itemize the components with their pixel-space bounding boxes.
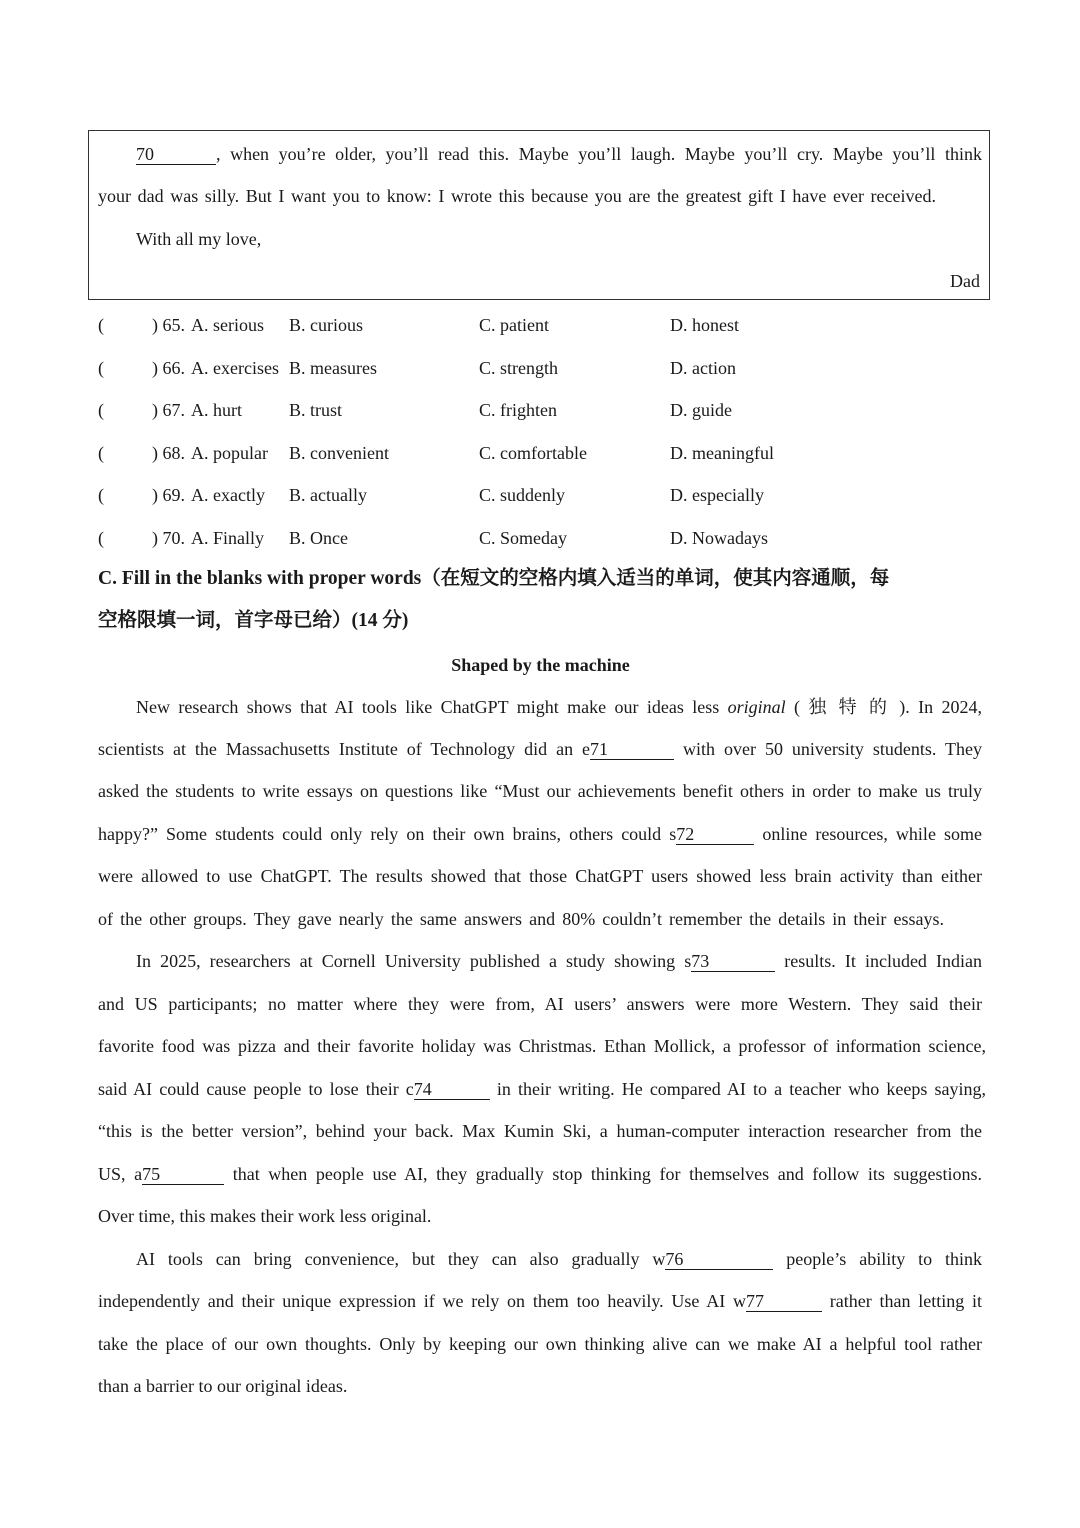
option-d: D. action xyxy=(670,357,736,378)
question-number: ) 69. xyxy=(152,485,185,505)
section-c-title: C. Fill in the blanks with proper words（在短文的空格内填入适当的单词，使其内容通顺，每 xyxy=(98,568,890,589)
blank-70: 70 xyxy=(136,145,216,165)
option-d: D. guide xyxy=(670,400,732,420)
question-row xyxy=(98,527,983,549)
option-a: A. Finally xyxy=(191,527,265,548)
option-c: C. comfortable xyxy=(479,442,587,463)
p2-line-3: favorite food was pizza and their favorite holiday was Christmas. Ethan Mollick, a professor of information science, xyxy=(98,1036,986,1056)
passage-title: Shaped by the machine xyxy=(451,655,630,675)
p2-line-6: US, a75 that when people use AI, they gradually stop thinking for themselves and follow its suggestions. xyxy=(98,1164,982,1184)
question-number: ) 66. xyxy=(152,357,185,378)
blank-76: 76 xyxy=(665,1250,773,1270)
question-row xyxy=(98,484,983,506)
option-b: B. Once xyxy=(289,527,348,548)
option-a: A. exactly xyxy=(191,485,265,505)
letter-line-2: your dad was silly. But I want you to know: I wrote this because you are the greatest gift I have ever received. xyxy=(98,186,936,206)
answer-paren: ( xyxy=(98,485,104,505)
option-c: C. suddenly xyxy=(479,485,566,505)
option-d: D. honest xyxy=(670,315,739,335)
answer-paren: ( xyxy=(98,442,104,463)
p3-line-3: take the place of our own thoughts. Only by keeping our own thinking alive can we make AI a helpful tool rather xyxy=(98,1334,982,1354)
p2-line-2: and US participants; no matter where they were from, AI users’ answers were more Western. They said their xyxy=(98,994,982,1014)
p1-line-3: asked the students to write essays on questions like “Must our achievements benefit others in order to make us truly xyxy=(98,781,982,801)
answer-paren: ( xyxy=(98,527,104,548)
option-c: C. Someday xyxy=(479,527,567,548)
p2-line-1: In 2025, researchers at Cornell University published a study showing s73 results. It included Indian xyxy=(136,951,982,971)
p3-line-2: independently and their unique expression if we rely on them too heavily. Use AI w77 rather than letting it xyxy=(98,1291,983,1311)
p2-line-4: said AI could cause people to lose their c74 in their writing. He compared AI to a teacher who keeps saying, xyxy=(98,1079,986,1099)
option-b: B. actually xyxy=(289,485,367,505)
question-row xyxy=(98,399,983,421)
p1-line-1: New research shows that AI tools like ChatGPT might make our ideas less original ( 独 特 的 ). In 2024, xyxy=(136,697,983,717)
option-a: A. popular xyxy=(191,442,268,463)
p1-line-4: happy?” Some students could only rely on their own brains, others could s72 online resources, while some xyxy=(98,824,982,844)
letter-signature: Dad xyxy=(950,271,980,291)
p1-line-6: of the other groups. They gave nearly the same answers and 80% couldn’t remember the details in their essays. xyxy=(98,909,944,929)
blank-72: 72 xyxy=(676,825,754,845)
option-d: D. especially xyxy=(670,485,764,505)
question-number: ) 68. xyxy=(152,442,185,463)
p2-line-5: “this is the better version”, behind your back. Max Kumin Ski, a human-computer interaction researcher from the xyxy=(98,1121,982,1141)
blank-77: 77 xyxy=(746,1292,822,1312)
blank-73: 73 xyxy=(691,952,775,972)
option-b: B. measures xyxy=(289,357,377,378)
p3-line-1: AI tools can bring convenience, but they can also gradually w76 people’s ability to think xyxy=(136,1249,983,1269)
question-row xyxy=(98,357,983,379)
question-number: ) 67. xyxy=(152,400,185,420)
blank-75: 75 xyxy=(142,1165,224,1185)
p3-line-4: than a barrier to our original ideas. xyxy=(98,1376,348,1396)
p1-line-5: were allowed to use ChatGPT. The results showed that those ChatGPT users showed less brain activity than either xyxy=(98,866,982,886)
question-row xyxy=(98,442,983,464)
letter-line-1: 70 , when you’re older, you’ll read this. Maybe you’ll laugh. Maybe you’ll cry. Maybe you’ll think xyxy=(136,144,982,164)
question-number: ) 70. xyxy=(152,527,185,548)
option-d: D. Nowadays xyxy=(670,527,768,548)
p2-line-7: Over time, this makes their work less original. xyxy=(98,1206,432,1226)
blank-74: 74 xyxy=(414,1080,490,1100)
question-number: ) 65. xyxy=(152,315,185,335)
answer-paren: ( xyxy=(98,400,104,420)
answer-paren: ( xyxy=(98,357,104,378)
letter-closing: With all my love, xyxy=(136,229,262,249)
option-b: B. convenient xyxy=(289,442,389,463)
option-d: D. meaningful xyxy=(670,442,774,463)
section-c-title-line2: 空格限填一词，首字母已给）(14 分) xyxy=(98,610,409,631)
question-row xyxy=(98,314,983,336)
option-c: C. patient xyxy=(479,315,549,335)
answer-paren: ( xyxy=(98,315,104,335)
p1-line-2: scientists at the Massachusetts Institute of Technology did an e71 with over 50 university students. They xyxy=(98,739,982,759)
option-c: C. strength xyxy=(479,357,558,378)
option-b: B. curious xyxy=(289,315,363,335)
blank-71: 71 xyxy=(590,740,674,760)
option-b: B. trust xyxy=(289,400,343,420)
option-a: A. hurt xyxy=(191,400,242,420)
option-c: C. frighten xyxy=(479,400,557,420)
option-a: A. serious xyxy=(191,315,264,335)
option-a: A. exercises xyxy=(191,357,279,378)
